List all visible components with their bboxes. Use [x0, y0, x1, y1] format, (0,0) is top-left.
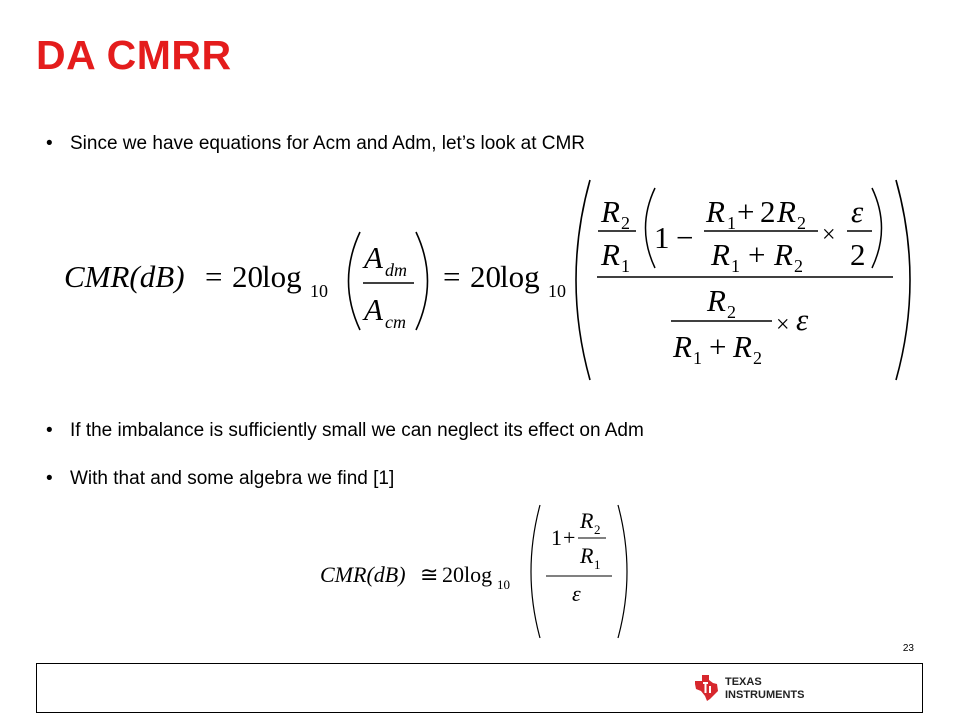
svg-text:≅: ≅: [420, 562, 439, 587]
svg-text:CMR(dB): CMR(dB): [320, 562, 406, 587]
svg-text:1: 1: [693, 348, 702, 368]
svg-text:2: 2: [621, 213, 630, 233]
svg-text:1: 1: [594, 557, 601, 572]
svg-text:R: R: [774, 237, 793, 272]
svg-text:dm: dm: [385, 260, 407, 280]
svg-text:2: 2: [794, 256, 803, 276]
svg-text:A: A: [364, 292, 383, 327]
bullet-marker: •: [46, 420, 53, 441]
svg-text:2: 2: [760, 194, 776, 229]
svg-text:CMR(dB): CMR(dB): [64, 259, 185, 294]
bullet-marker: •: [46, 468, 53, 489]
texas-instruments-logo: [693, 672, 818, 702]
svg-text:ε: ε: [851, 194, 864, 229]
bullet-text: Since we have equations for Acm and Adm, let’s look at CMR: [70, 133, 586, 154]
equation2-fraction: [546, 508, 612, 606]
svg-text:×: ×: [776, 312, 790, 338]
svg-text:20: 20: [232, 259, 263, 294]
page-number: 23: [902, 643, 914, 654]
svg-text:1: 1: [731, 256, 740, 276]
svg-text:=: =: [205, 259, 223, 294]
svg-text:R: R: [580, 508, 594, 533]
svg-text:20: 20: [470, 259, 501, 294]
svg-text:2: 2: [753, 348, 762, 368]
svg-text:1: 1: [654, 220, 670, 255]
bullet-marker: •: [46, 133, 53, 154]
svg-text:+: +: [709, 329, 727, 364]
svg-text:R: R: [706, 194, 725, 229]
svg-text:log: log: [464, 562, 493, 587]
svg-text:2: 2: [594, 522, 601, 537]
svg-text:R: R: [777, 194, 796, 229]
svg-text:R: R: [580, 543, 594, 568]
svg-text:2: 2: [727, 302, 736, 322]
svg-text:log: log: [500, 259, 540, 294]
svg-text:1: 1: [727, 213, 736, 233]
svg-text:+: +: [737, 194, 755, 229]
svg-text:−: −: [676, 220, 694, 255]
equation2-lhs: [320, 562, 510, 592]
texas-state-logo-icon: [695, 675, 718, 701]
svg-text:=: =: [443, 259, 461, 294]
svg-text:A: A: [364, 240, 383, 275]
svg-text:INSTRUMENTS: INSTRUMENTS: [725, 689, 805, 701]
svg-text:10: 10: [548, 281, 566, 301]
svg-text:R: R: [601, 194, 620, 229]
svg-text:20: 20: [442, 562, 464, 587]
svg-text:10: 10: [310, 281, 328, 301]
svg-text:ε: ε: [572, 581, 581, 606]
svg-text:1: 1: [551, 525, 562, 550]
bullet-text: If the imbalance is sufficiently small we can neglect its effect on Adm: [70, 420, 644, 441]
svg-text:R: R: [707, 283, 726, 318]
svg-text:2: 2: [797, 213, 806, 233]
svg-text:TEXAS: TEXAS: [725, 676, 762, 688]
svg-text:cm: cm: [385, 312, 406, 332]
svg-text:+: +: [563, 525, 576, 550]
svg-text:log: log: [262, 259, 302, 294]
svg-text:2: 2: [850, 237, 866, 272]
svg-text:10: 10: [497, 577, 510, 592]
slide-title: DA CMRR: [36, 32, 232, 78]
svg-text:ε: ε: [796, 302, 809, 337]
svg-text:R: R: [601, 237, 620, 272]
svg-text:R: R: [673, 329, 692, 364]
bullet-text: With that and some algebra we find [1]: [70, 468, 395, 489]
svg-text:1: 1: [621, 256, 630, 276]
svg-text:×: ×: [822, 222, 836, 248]
svg-text:+: +: [748, 237, 766, 272]
svg-text:R: R: [711, 237, 730, 272]
svg-text:R: R: [733, 329, 752, 364]
